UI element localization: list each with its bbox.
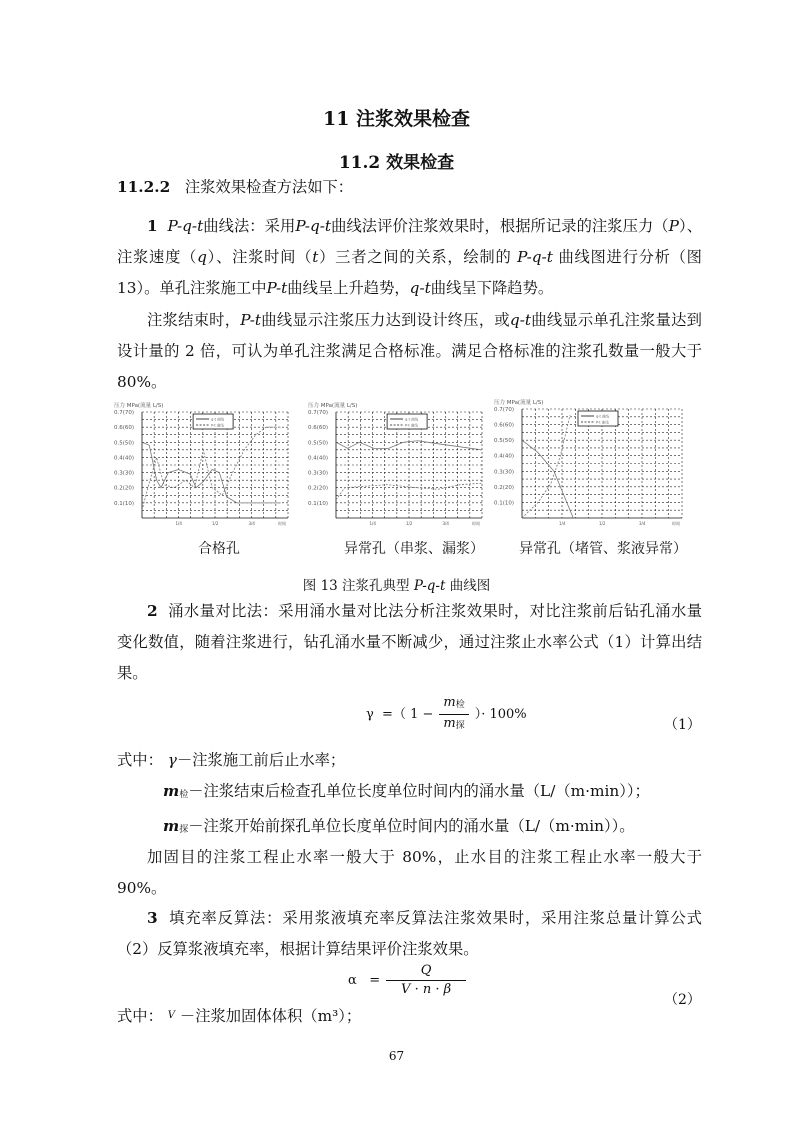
chart-title: 压力 MPa(流量 L/S): [494, 400, 544, 406]
x-tick-label: 1/2: [406, 521, 413, 526]
y-tick-label: 0.4(40): [494, 453, 515, 460]
legend-label: P-t 曲线: [405, 423, 418, 428]
x-tick-label: 3/4: [639, 521, 646, 526]
x-tick-label: 1/4: [369, 521, 376, 526]
x-tick-label: 1/4: [559, 521, 566, 526]
paragraph-fill-rate: 3 填充率反算法：采用浆液填充率反算法注浆效果时，采用注浆总量计算公式（2）反算浆液填充率，根据计算结果评价注浆效果。: [117, 909, 702, 958]
chapter-title: 11 注浆效果检查: [322, 108, 471, 130]
y-tick-label: 0.6(60): [114, 425, 135, 432]
y-tick-label: 0.4(40): [308, 455, 329, 462]
y-tick-label: 0.7(70): [308, 410, 329, 416]
paragraph-stop-rate: 加固目的注浆工程止水率一般大于 80%，止水目的注浆工程止水率一般大于 90%。: [117, 848, 702, 897]
y-tick-label: 0.3(30): [494, 469, 515, 476]
y-tick-label: 0.5(50): [114, 440, 135, 447]
equation-1-number: （1）: [664, 717, 701, 733]
x-tick-label: 时间: [472, 521, 480, 526]
x-tick-label: 1/2: [599, 521, 606, 526]
equation-1: γ =（ 1 − $\frac{m_检}{m_探}$ ）· 100%: [366, 695, 527, 731]
chart-title: 压力 MPa(流量 L/S): [114, 403, 164, 409]
legend-label: q-t 曲线: [405, 417, 419, 422]
y-tick-label: 0.7(70): [494, 407, 515, 413]
page-number: 67: [388, 1049, 405, 1063]
equation-2-number: （2）: [664, 992, 701, 1008]
section-title: 11.2 效果检查: [338, 153, 455, 173]
paragraph-water-inflow: 2 涌水量对比法：采用涌水量对比法分析注浆效果时，对比注浆前后钻孔涌水量变化数值，随着注浆进行，钻孔涌水量不断减少，通过注浆止水率公式（1）计算出结果。: [117, 602, 702, 682]
where-list-2: 式中： V －注浆加固体体积（m³）；: [117, 1007, 362, 1025]
y-tick-label: 0.2(20): [494, 484, 515, 491]
chart-abnormal-block: [492, 395, 688, 528]
chart-abnormal-leak: [306, 398, 488, 528]
legend-label: P-t 曲线: [211, 423, 224, 428]
x-tick-label: 3/4: [248, 521, 255, 526]
x-tick-label: 1/2: [212, 521, 219, 526]
y-tick-label: 0.1(10): [494, 500, 515, 507]
where-list-1: 式中： γ－注浆施工前后止水率； $m_检-$注浆结束后检查孔单位长度单位时间内的涌水量（L/（m·min））； $m_探-$注浆开始前探孔单位长度单位时间内的涌水量（L/（m·min））。: [117, 751, 650, 835]
x-tick-label: 3/4: [442, 521, 449, 526]
y-tick-label: 0.5(50): [308, 440, 329, 447]
y-tick-label: 0.1(10): [308, 500, 329, 507]
y-tick-label: 0.2(20): [114, 485, 135, 492]
y-tick-label: 0.1(10): [114, 500, 135, 507]
y-tick-label: 0.3(30): [114, 470, 135, 477]
y-tick-label: 0.6(60): [308, 425, 329, 432]
paragraph-pqt-method: 1 P-q-t曲线法：采用P-q-t曲线法评价注浆效果时，根据所记录的注浆压力（P）、注浆速度（q）、注浆时间（t）三者之间的关系，绘制的 P-q-t 曲线图进行分析（图13）。单孔注浆施工中P-t曲线呈上升趋势，q-t曲线呈下降趋势。: [117, 217, 702, 297]
y-tick-label: 0.7(70): [114, 410, 135, 416]
x-tick-label: 时间: [672, 521, 680, 526]
equation-2: α = $\frac{Q}{V \cdot n \cdot \beta}$: [348, 962, 472, 999]
y-tick-label: 0.2(20): [308, 485, 329, 492]
figure-caption: 图 13 注浆孔典型 P-q-t 曲线图: [302, 578, 491, 594]
y-tick-label: 0.4(40): [114, 455, 135, 462]
chart-caption-3: 异常孔（堵管、浆液异常）: [519, 541, 687, 557]
legend-label: P-t 曲线: [596, 420, 609, 425]
legend-label: q-t 曲线: [211, 417, 225, 422]
chart-title: 压力 MPa(流量 L/S): [308, 403, 358, 409]
series-line-p-t: [142, 427, 281, 510]
y-tick-label: 0.5(50): [494, 438, 515, 445]
x-tick-label: 1/4: [175, 521, 182, 526]
x-tick-label: 时间: [278, 521, 286, 526]
legend-label: q-t 曲线: [596, 414, 609, 419]
chart-qualified-hole: [112, 398, 294, 528]
y-tick-label: 0.6(60): [494, 422, 515, 429]
clause-heading: 11.2.2 注浆效果检查方法如下：: [117, 178, 354, 196]
chart-caption-2: 异常孔（串浆、漏浆）: [344, 541, 484, 557]
y-tick-label: 0.3(30): [308, 470, 329, 477]
paragraph-end-criteria: 注浆结束时，P-t曲线显示注浆压力达到设计终压，或q-t曲线显示单孔注浆量达到设计量的 2 倍，可认为单孔注浆满足合格标准。满足合格标准的注浆孔数量一般大于 80%。: [117, 311, 702, 391]
chart-caption-1: 合格孔: [198, 541, 240, 557]
